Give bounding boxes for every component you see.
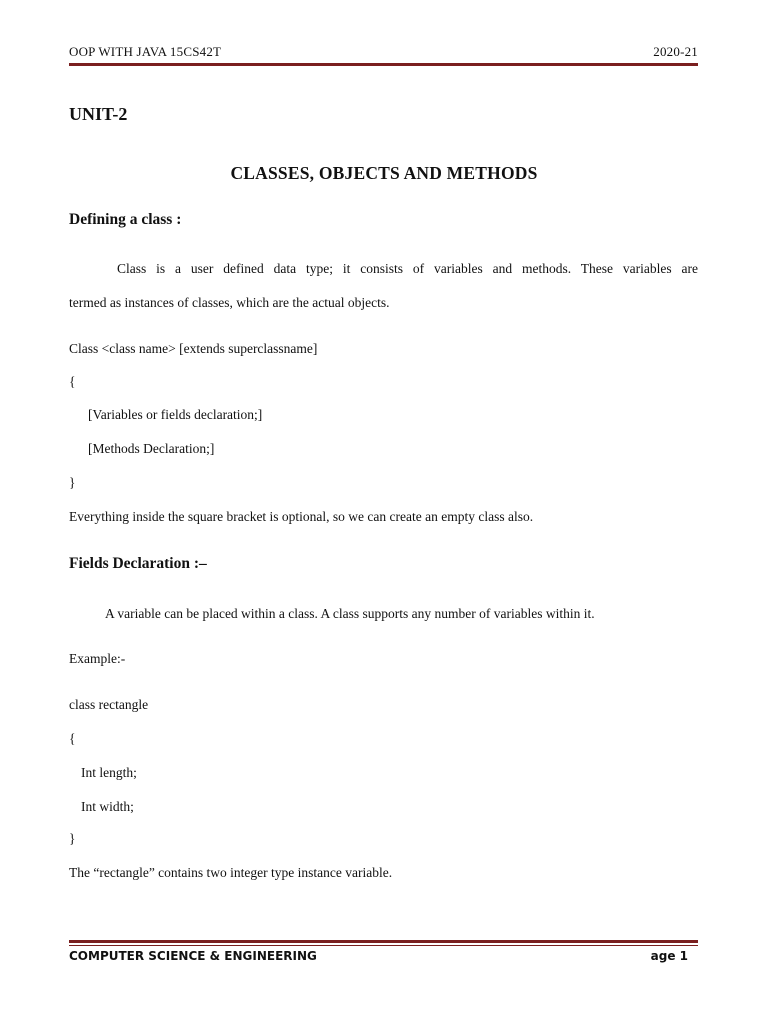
footer-rule-thick: [69, 940, 698, 943]
code-line: Int length;: [81, 765, 137, 780]
syntax-line: [Methods Declaration;]: [88, 441, 215, 456]
page-title: CLASSES, OBJECTS AND METHODS: [230, 163, 538, 183]
header-right: 2020-21: [653, 44, 698, 59]
syntax-line: {: [69, 374, 76, 389]
header-left: OOP WITH JAVA 15CS42T: [69, 44, 222, 59]
section-heading-fields-declaration: Fields Declaration :–: [69, 555, 207, 572]
code-line: Int width;: [81, 799, 134, 814]
code-line: }: [69, 831, 76, 846]
paragraph-line: Class is a user defined data type; it consists of variables and methods. These variables are: [117, 261, 698, 276]
syntax-line: [Variables or fields declaration;]: [88, 407, 263, 422]
example-label: Example:-: [69, 651, 126, 666]
footer-page-number: age 1: [650, 949, 688, 963]
code-line: class rectangle: [69, 697, 149, 712]
note-text: Everything inside the square bracket is optional, so we can create an empty class also.: [69, 509, 534, 524]
header-rule: [69, 63, 698, 66]
code-line: {: [69, 731, 76, 746]
footer-left: COMPUTER SCIENCE & ENGINEERING: [69, 949, 317, 963]
paragraph-line: A variable can be placed within a class. A class supports any number of variables within it.: [105, 606, 595, 621]
unit-heading: UNIT-2: [69, 104, 128, 124]
footer-rule-thin: [69, 945, 698, 946]
syntax-line: }: [69, 475, 76, 490]
syntax-line: Class <class name> [extends superclassname]: [69, 341, 318, 356]
section-heading-defining-class: Defining a class :: [69, 211, 182, 228]
note-text: The “rectangle” contains two integer type instance variable.: [69, 865, 393, 880]
paragraph-line: termed as instances of classes, which are the actual objects.: [69, 295, 390, 310]
